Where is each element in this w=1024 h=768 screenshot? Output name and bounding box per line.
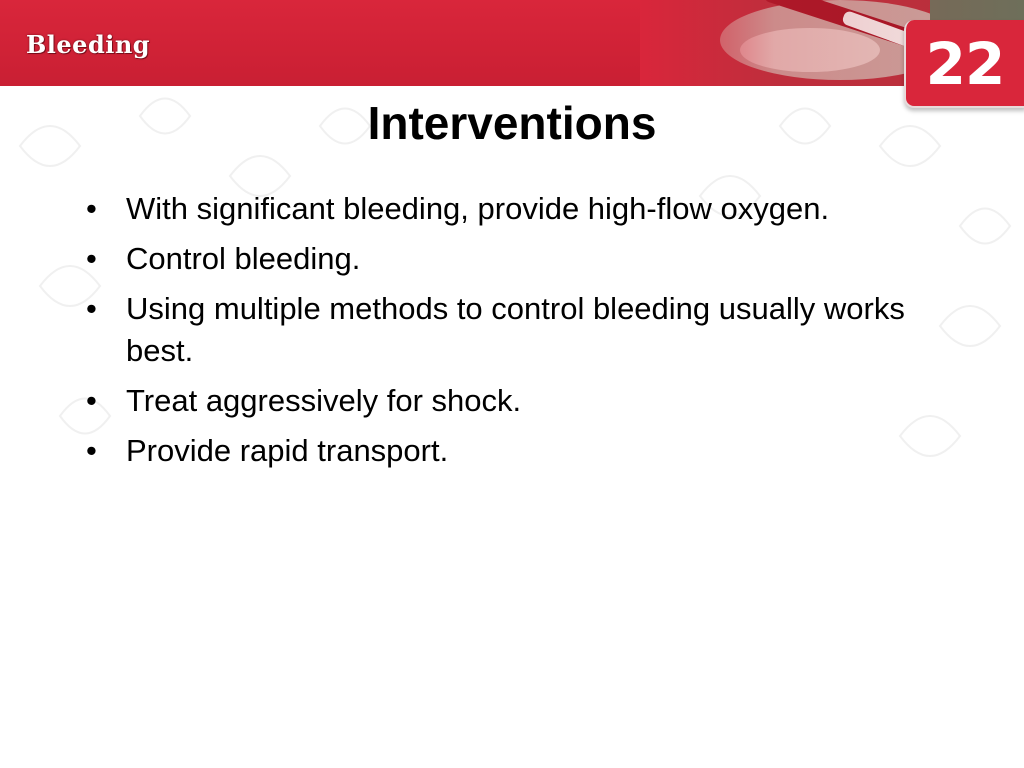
bullet-text: With significant bleeding, provide high-flow oxygen. [126,191,830,226]
chapter-badge [904,20,1024,108]
bullet-marker: • [86,383,97,418]
bullet-list [86,188,966,480]
bullet-text: Using multiple methods to control bleeding usually works best. [126,291,905,368]
section-title: Bleeding [26,30,151,59]
bullet-marker: • [86,241,97,276]
header-bar [0,0,1024,86]
bullet-marker: • [86,291,97,326]
chapter-number: 22 [925,30,1005,98]
bullet-marker: • [86,433,97,468]
bullet-item [86,188,966,230]
bullet-marker: • [86,191,97,226]
bullet-item [86,288,966,372]
slide-title: Interventions [367,97,657,149]
bullet-text: Provide rapid transport. [126,433,449,468]
bullet-text: Treat aggressively for shock. [126,383,522,418]
bullet-item [86,380,966,422]
bullet-item [86,430,966,472]
bullet-text: Control bleeding. [126,241,361,276]
bullet-item [86,238,966,280]
